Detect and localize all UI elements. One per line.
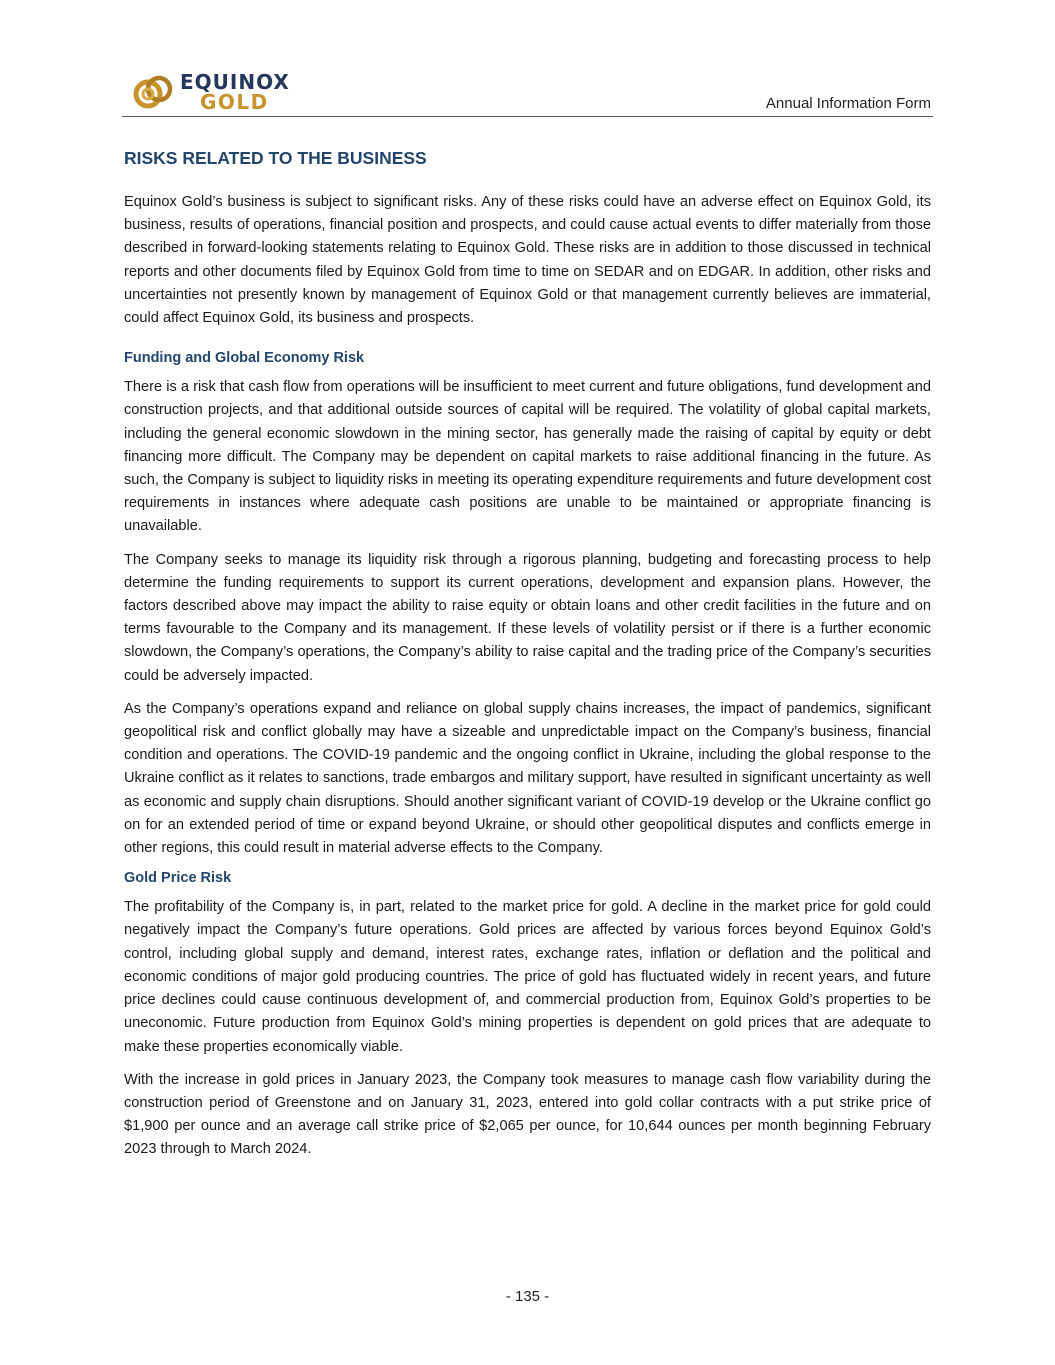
funding-paragraph-1: There is a risk that cash flow from operations will be insufficient to meet current and future obligations, fund development and construction projects, and that additional outside sources of capital will be required. The volatility of global capital markets, including the general economic slowdown in the mining sector, has generally made the raising of capital by equity or debt financing more difficult. The Company may be dependent on capital markets to raise additional financing in the future. As such, the Company is subject to liquidity risks in meeting its operating expenditure requirements and future development cost requirements in instances where adequate cash positions are unable to be maintained or appropriate financing is unavailable. xyxy=(124,379,931,535)
section-title: RISKS RELATED TO THE BUSINESS xyxy=(124,148,427,168)
gold-price-risk-heading: Gold Price Risk xyxy=(124,870,232,887)
funding-paragraph-2: The Company seeks to manage its liquidity risk through a rigorous planning, budgeting and forecasting process to help determine the funding requirements to support its current operations, development and expansion plans. However, the factors described above may impact the ability to raise equity or obtain loans and other credit facilities in the future and on terms favourable to the Company and its management. If these levels of volatility persist or if there is a further economic slowdown, the Company’s operations, the Company’s ability to raise capital and the trading price of the Company’s securities could be adversely impacted. xyxy=(124,551,931,684)
equinox-gold-logo xyxy=(132,70,302,116)
logo-rings-icon xyxy=(132,72,176,114)
page-number: - 135 - xyxy=(505,1288,550,1305)
funding-paragraph-3: As the Company’s operations expand and reliance on global supply chains increases, the impact of pandemics, significant geopolitical risk and conflict globally may have a sizeable and unpredictable impact on the Company’s business, financial condition and operations. The COVID-19 pandemic and the ongoing conflict in Ukraine, including the global response to the Ukraine conflict as it relates to sanctions, trade embargos and military support, have resulted in significant uncertainty as well as economic and supply chain disruptions. Should another significant variant of COVID-19 develop or the Ukraine conflict go on for an extended period of time or expand beyond Ukraine, or should other geopolitical disputes and conflicts emerge in other regions, this could result in material adverse effects to the Company. xyxy=(124,700,931,857)
gold-paragraph-2: With the increase in gold prices in January 2023, the Company took measures to manage cash flow variability during the construction period of Greenstone and on January 31, 2023, entered into gold collar contracts with a put strike price of $1,900 per ounce and an average call strike price of $2,065 per ounce, for 10,644 ounces per month beginning February 2023 through to March 2024. xyxy=(124,1071,931,1158)
document-type-label: Annual Information Form xyxy=(765,95,931,112)
logo-word-gold: GOLD xyxy=(200,90,269,114)
gold-paragraph-1: The profitability of the Company is, in part, related to the market price for gold. A decline in the market price for gold could negatively impact the Company’s future operations. Gold prices are affected by various forces beyond Equinox Gold’s control, including global supply and demand, interest rates, exchange rates, inflation or deflation and the political and economic conditions of major gold producing countries. The price of gold has fluctuated widely in recent years, and future price declines could cause continuous development of, and commercial production from, Equinox Gold’s properties to be uneconomic. Future production from Equinox Gold’s mining properties is dependent on gold prices that are adequate to make these properties economically viable. xyxy=(124,899,931,1055)
page-content xyxy=(124,148,931,1172)
logo-word-equinox: EQUINOX xyxy=(180,70,290,94)
intro-paragraph: Equinox Gold’s business is subject to significant risks. Any of these risks could have an adverse effect on Equinox Gold, its business, results of operations, financial position and prospects, and could cause actual events to differ materially from those described in forward-looking statements relating to Equinox Gold. These risks are in addition to those discussed in technical reports and other documents filed by Equinox Gold from time to time on SEDAR and on EDGAR. In addition, other risks and uncertainties not presently known by management of Equinox Gold or that management currently believes are immaterial, could affect Equinox Gold, its business and prospects. xyxy=(124,194,931,327)
funding-risk-heading: Funding and Global Economy Risk xyxy=(124,350,365,367)
page-header xyxy=(122,68,933,117)
